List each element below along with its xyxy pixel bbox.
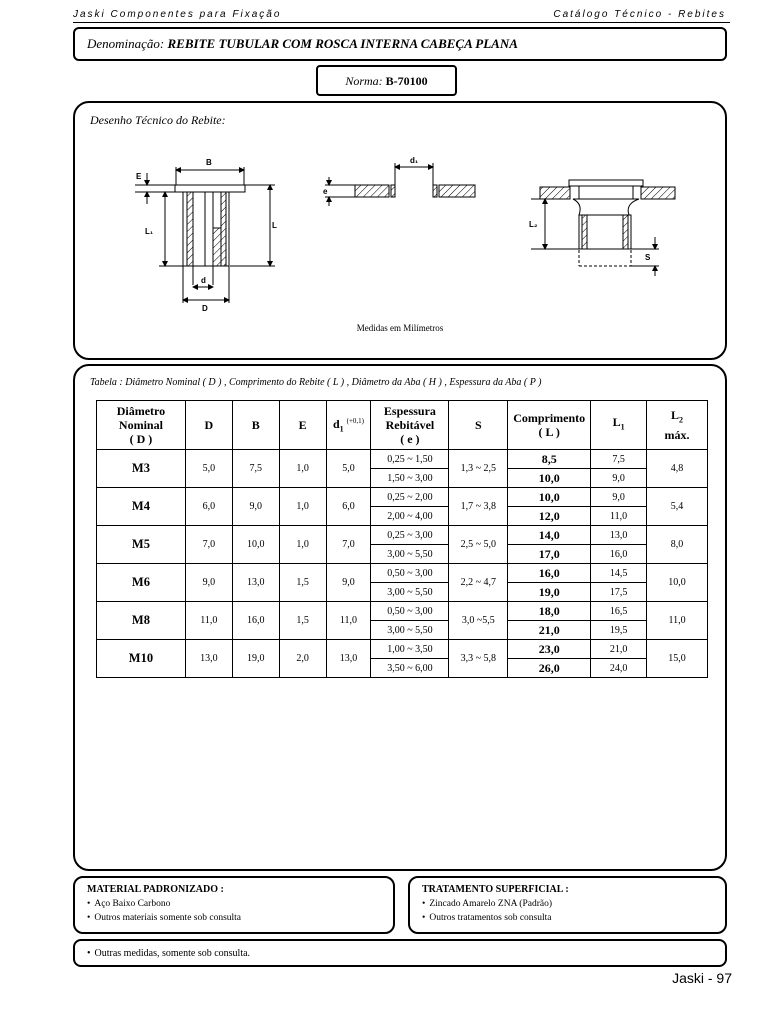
cell-espessura: 3,00 ~ 5,50 xyxy=(371,621,449,640)
rivet-drawing xyxy=(75,103,725,358)
cell-espessura: 1,00 ~ 3,50 xyxy=(371,640,449,659)
cell-E: 2,0 xyxy=(279,640,326,678)
cell-espessura: 0,50 ~ 3,00 xyxy=(371,602,449,621)
dim-label-S: S xyxy=(645,253,651,262)
dim-label-d: d xyxy=(201,276,206,285)
cell-L1: 14,5 xyxy=(591,564,647,583)
dim-label-L: L xyxy=(272,221,277,230)
cell-comprimento: 16,0 xyxy=(508,564,591,583)
cell-espessura: 0,25 ~ 2,00 xyxy=(371,488,449,507)
header-nominal: Diâmetro Nominal ( D ) xyxy=(97,401,186,450)
cell-nominal: M4 xyxy=(97,488,186,526)
cell-d1: 7,0 xyxy=(326,526,371,564)
cell-L2: 10,0 xyxy=(647,564,708,602)
material-title: MATERIAL PADRONIZADO : xyxy=(87,884,224,895)
header-d1: $d_1$ $^{(+0,1)}$ xyxy=(326,401,371,450)
cell-S: 1,7 ~ 3,8 xyxy=(449,488,508,526)
other-sizes-note: • Outras medidas, somente sob consulta. xyxy=(87,948,250,959)
cell-nominal: M8 xyxy=(97,602,186,640)
cell-L1: 17,5 xyxy=(591,583,647,602)
installed-rivet-figure xyxy=(531,180,675,276)
dimensions-table xyxy=(96,400,708,678)
norma-label: Norma: xyxy=(345,74,383,88)
cell-B: 16,0 xyxy=(232,602,279,640)
denominacao-label: Denominação: xyxy=(87,36,165,51)
cell-D: 13,0 xyxy=(185,640,232,678)
cell-L1: 9,0 xyxy=(591,488,647,507)
cell-E: 1,0 xyxy=(279,488,326,526)
cell-L1: 21,0 xyxy=(591,640,647,659)
header-comprimento: Comprimento ( L ) xyxy=(508,401,591,450)
dim-label-e: e xyxy=(323,187,328,196)
cell-L1: 7,5 xyxy=(591,450,647,469)
cell-espessura: 3,50 ~ 6,00 xyxy=(371,659,449,678)
cell-nominal: M5 xyxy=(97,526,186,564)
cell-d1: 13,0 xyxy=(326,640,371,678)
cell-comprimento: 18,0 xyxy=(508,602,591,621)
dim-label-E: E xyxy=(136,172,142,181)
cell-L1: 13,0 xyxy=(591,526,647,545)
cell-espessura: 3,00 ~ 5,50 xyxy=(371,583,449,602)
treatment-title: TRATAMENTO SUPERFICIAL : xyxy=(422,884,569,895)
cell-d1: 6,0 xyxy=(326,488,371,526)
cell-comprimento: 10,0 xyxy=(508,469,591,488)
table-row xyxy=(97,450,708,469)
denominacao-text xyxy=(87,36,518,52)
cell-d1: 5,0 xyxy=(326,450,371,488)
cell-D: 6,0 xyxy=(185,488,232,526)
dim-label-d1: d₁ xyxy=(410,156,419,165)
material-list xyxy=(87,897,241,925)
cell-nominal: M3 xyxy=(97,450,186,488)
cell-comprimento: 12,0 xyxy=(508,507,591,526)
material-box xyxy=(73,876,395,934)
table-row xyxy=(97,526,708,545)
header-rule xyxy=(73,22,730,23)
table-caption: Tabela : Diâmetro Nominal ( D ) , Comprimento do Rebite ( L ) , Diâmetro da Aba ( H ) , Espessura da Aba ( P ) xyxy=(90,377,542,388)
material-item: • Aço Baixo Carbono xyxy=(87,897,241,911)
cell-espessura: 1,50 ~ 3,00 xyxy=(371,469,449,488)
table-header-row xyxy=(97,401,708,450)
cell-espessura: 3,00 ~ 5,50 xyxy=(371,545,449,564)
header-L2: $L_2$ máx. xyxy=(647,401,708,450)
plate-hole-figure xyxy=(325,163,475,206)
cell-comprimento: 26,0 xyxy=(508,659,591,678)
header-L1: $L_1$ xyxy=(591,401,647,450)
denominacao-box xyxy=(73,27,727,61)
norma-value: B-70100 xyxy=(385,74,428,88)
cell-L2: 8,0 xyxy=(647,526,708,564)
technical-drawing-panel xyxy=(73,101,727,360)
table-row xyxy=(97,564,708,583)
cell-comprimento: 23,0 xyxy=(508,640,591,659)
dimensions-table-panel xyxy=(73,364,727,871)
cell-S: 2,2 ~ 4,7 xyxy=(449,564,508,602)
header-company: Jaski Componentes para Fixação xyxy=(73,9,282,20)
cell-S: 2,5 ~ 5,0 xyxy=(449,526,508,564)
cell-comprimento: 19,0 xyxy=(508,583,591,602)
header-espessura: Espessura Rebitável ( e ) xyxy=(371,401,449,450)
cell-E: 1,0 xyxy=(279,450,326,488)
cell-D: 9,0 xyxy=(185,564,232,602)
cell-comprimento: 14,0 xyxy=(508,526,591,545)
dim-label-D: D xyxy=(202,304,208,313)
cell-L1: 19,5 xyxy=(591,621,647,640)
cell-S: 3,0 ~5,5 xyxy=(449,602,508,640)
cell-espessura: 0,25 ~ 1,50 xyxy=(371,450,449,469)
drawing-title: Desenho Técnico do Rebite: xyxy=(90,113,226,127)
surface-treatment-box xyxy=(408,876,727,934)
header-S: S xyxy=(449,401,508,450)
cell-L1: 11,0 xyxy=(591,507,647,526)
cell-D: 5,0 xyxy=(185,450,232,488)
denominacao-value: REBITE TUBULAR COM ROSCA INTERNA CABEÇA PLANA xyxy=(167,36,518,51)
header-D: D xyxy=(185,401,232,450)
cell-L1: 24,0 xyxy=(591,659,647,678)
cell-E: 1,5 xyxy=(279,564,326,602)
dim-label-L2: L₂ xyxy=(529,220,538,229)
material-item: • Outros materiais somente sob consulta xyxy=(87,911,241,925)
cell-E: 1,0 xyxy=(279,526,326,564)
cell-L1: 16,0 xyxy=(591,545,647,564)
cell-espessura: 2,00 ~ 4,00 xyxy=(371,507,449,526)
cell-B: 10,0 xyxy=(232,526,279,564)
table-row xyxy=(97,602,708,621)
dim-label-L1: L₁ xyxy=(145,227,154,236)
cell-comprimento: 21,0 xyxy=(508,621,591,640)
cell-B: 7,5 xyxy=(232,450,279,488)
cell-d1: 11,0 xyxy=(326,602,371,640)
page-footer: Jaski - 97 xyxy=(672,970,732,986)
cell-nominal: M10 xyxy=(97,640,186,678)
cell-L2: 4,8 xyxy=(647,450,708,488)
header-E: E xyxy=(279,401,326,450)
cell-L1: 16,5 xyxy=(591,602,647,621)
other-sizes-box xyxy=(73,939,727,967)
cell-B: 13,0 xyxy=(232,564,279,602)
cell-D: 7,0 xyxy=(185,526,232,564)
cell-espessura: 0,25 ~ 3,00 xyxy=(371,526,449,545)
treatment-list xyxy=(422,897,552,925)
table-row xyxy=(97,488,708,507)
drawing-units-note: Medidas em Milímetros xyxy=(356,323,444,333)
table-row xyxy=(97,640,708,659)
cell-nominal: M6 xyxy=(97,564,186,602)
cell-L2: 15,0 xyxy=(647,640,708,678)
dim-label-B: B xyxy=(206,158,212,167)
cell-B: 19,0 xyxy=(232,640,279,678)
cell-L1: 9,0 xyxy=(591,469,647,488)
norma-text xyxy=(318,74,455,89)
cell-comprimento: 17,0 xyxy=(508,545,591,564)
cell-L2: 11,0 xyxy=(647,602,708,640)
norma-box xyxy=(316,65,457,96)
cell-D: 11,0 xyxy=(185,602,232,640)
cell-comprimento: 8,5 xyxy=(508,450,591,469)
cell-S: 1,3 ~ 2,5 xyxy=(449,450,508,488)
treatment-item: • Zincado Amarelo ZNA (Padrão) xyxy=(422,897,552,911)
cell-comprimento: 10,0 xyxy=(508,488,591,507)
cell-E: 1,5 xyxy=(279,602,326,640)
treatment-item: • Outros tratamentos sob consulta xyxy=(422,911,552,925)
header-catalog: Catálogo Técnico - Rebites xyxy=(553,9,726,20)
cell-B: 9,0 xyxy=(232,488,279,526)
cell-espessura: 0,50 ~ 3,00 xyxy=(371,564,449,583)
cell-L2: 5,4 xyxy=(647,488,708,526)
cell-S: 3,3 ~ 5,8 xyxy=(449,640,508,678)
header-B: B xyxy=(232,401,279,450)
cell-d1: 9,0 xyxy=(326,564,371,602)
